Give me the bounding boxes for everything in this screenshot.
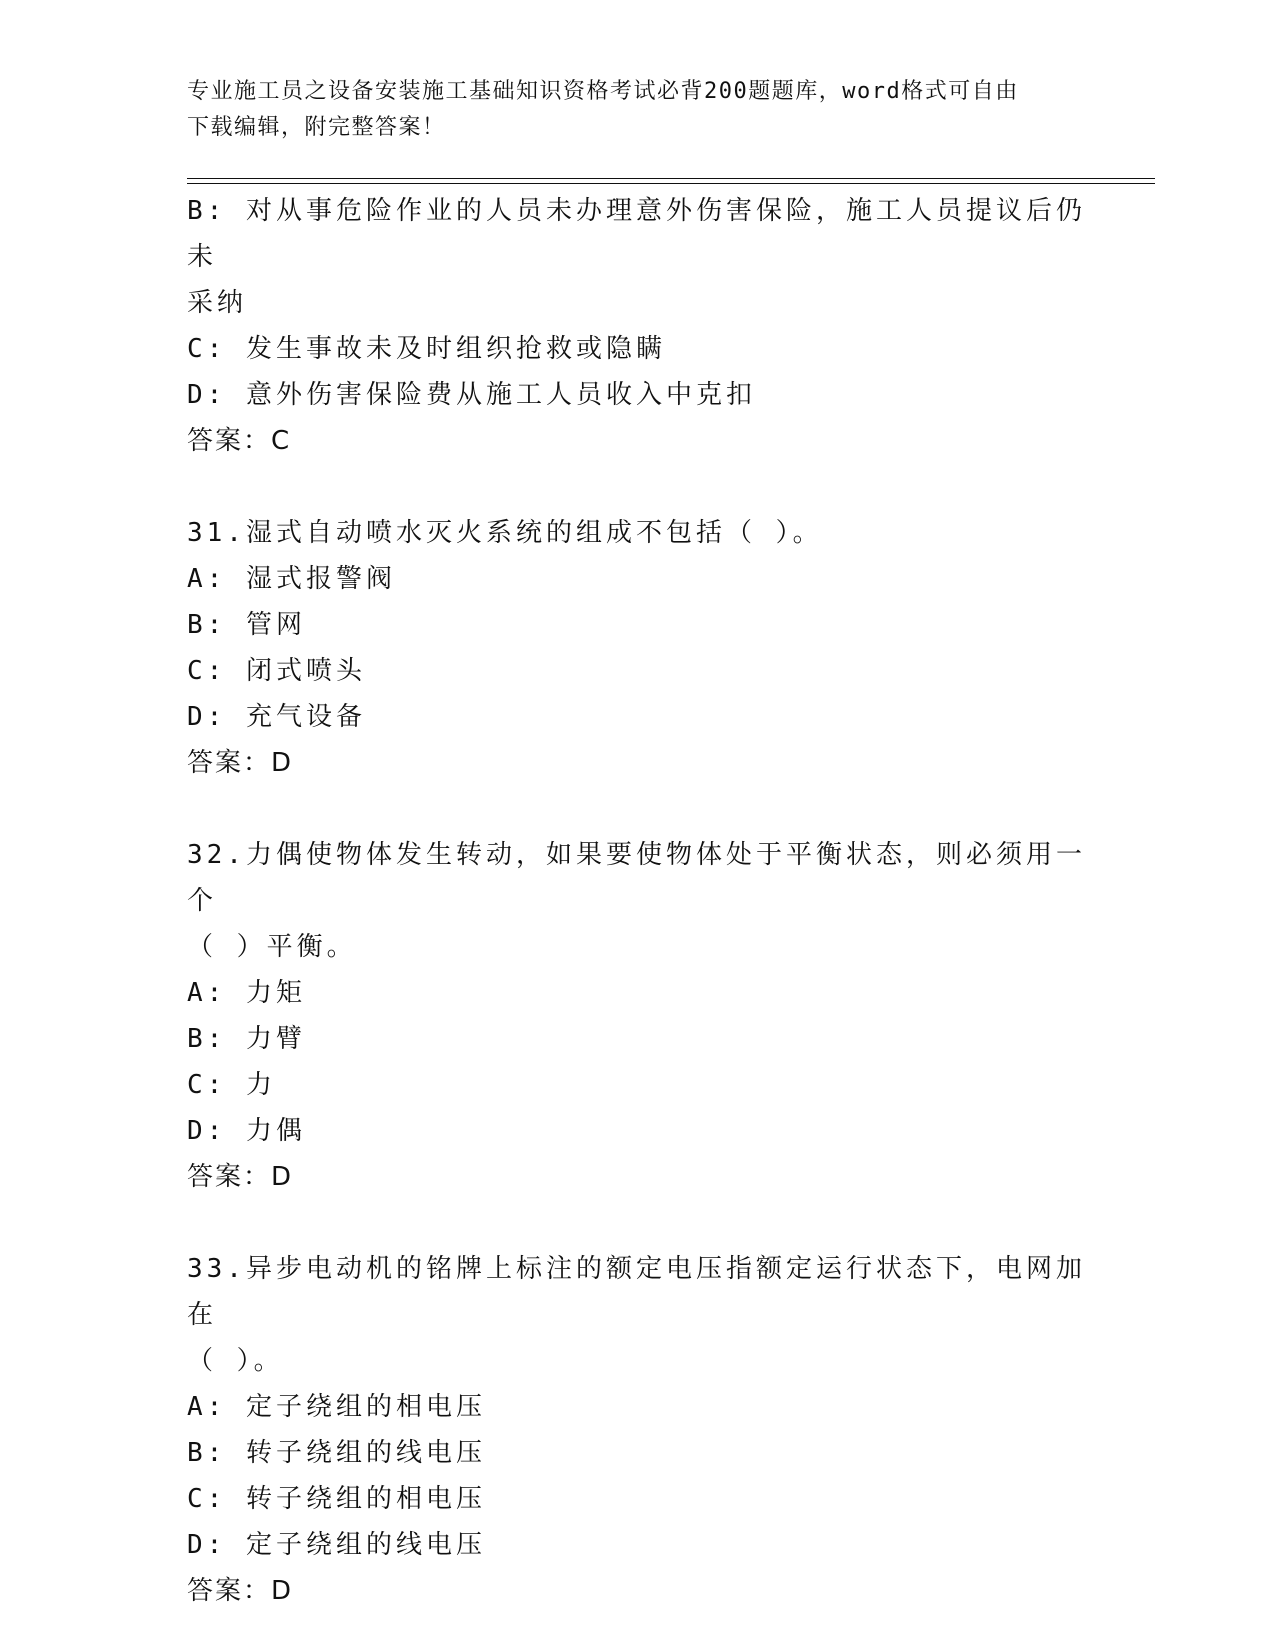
option-c: C: 转子绕组的相电压 <box>187 1484 486 1514</box>
option-d: D: 意外伤害保险费从施工人员收入中克扣 <box>187 380 756 410</box>
header-line-1: 专业施工员之设备安装施工基础知识资格考试必背200题题库，word格式可自由 <box>187 79 1019 104</box>
spacer <box>187 786 1107 832</box>
answer: 答案：C <box>187 426 292 456</box>
question-stem-continued: （ ）平衡。 <box>187 932 357 962</box>
answer: 答案：D <box>187 1576 294 1606</box>
answer: 答案：D <box>187 1162 294 1192</box>
option-c: C: 闭式喷头 <box>187 656 366 686</box>
option-c: C: 力 <box>187 1070 276 1100</box>
question-stem: 32.力偶使物体发生转动，如果要使物体处于平衡状态，则必须用一个 <box>187 840 1086 916</box>
question-30 <box>187 188 1107 464</box>
question-31 <box>187 510 1107 786</box>
option-b: B: 管网 <box>187 610 306 640</box>
option-a: A: 湿式报警阀 <box>187 564 396 594</box>
spacer <box>187 464 1107 510</box>
header-divider-bottom <box>187 183 1155 184</box>
question-stem-continued: （ ）。 <box>187 1346 284 1376</box>
spacer <box>187 1200 1107 1246</box>
option-b: B: 力臂 <box>187 1024 306 1054</box>
option-b-continued: 采纳 <box>187 288 248 318</box>
option-a: A: 力矩 <box>187 978 306 1008</box>
question-stem: 31.湿式自动喷水灭火系统的组成不包括（ ）。 <box>187 518 823 548</box>
document-header <box>187 74 1067 146</box>
option-d: D: 充气设备 <box>187 702 366 732</box>
question-33 <box>187 1246 1107 1614</box>
question-stem: 33.异步电动机的铭牌上标注的额定电压指额定运行状态下，电网加在 <box>187 1254 1086 1330</box>
question-list <box>187 188 1107 1614</box>
option-d: D: 力偶 <box>187 1116 306 1146</box>
question-32 <box>187 832 1107 1200</box>
header-divider-top <box>187 178 1155 179</box>
option-b: B: 转子绕组的线电压 <box>187 1438 486 1468</box>
option-c: C: 发生事故未及时组织抢救或隐瞒 <box>187 334 666 364</box>
option-d: D: 定子绕组的线电压 <box>187 1530 486 1560</box>
option-a: A: 定子绕组的相电压 <box>187 1392 486 1422</box>
option-b: B: 对从事危险作业的人员未办理意外伤害保险，施工人员提议后仍未 <box>187 196 1086 272</box>
header-line-2: 下载编辑，附完整答案！ <box>187 115 446 140</box>
answer: 答案：D <box>187 748 294 778</box>
